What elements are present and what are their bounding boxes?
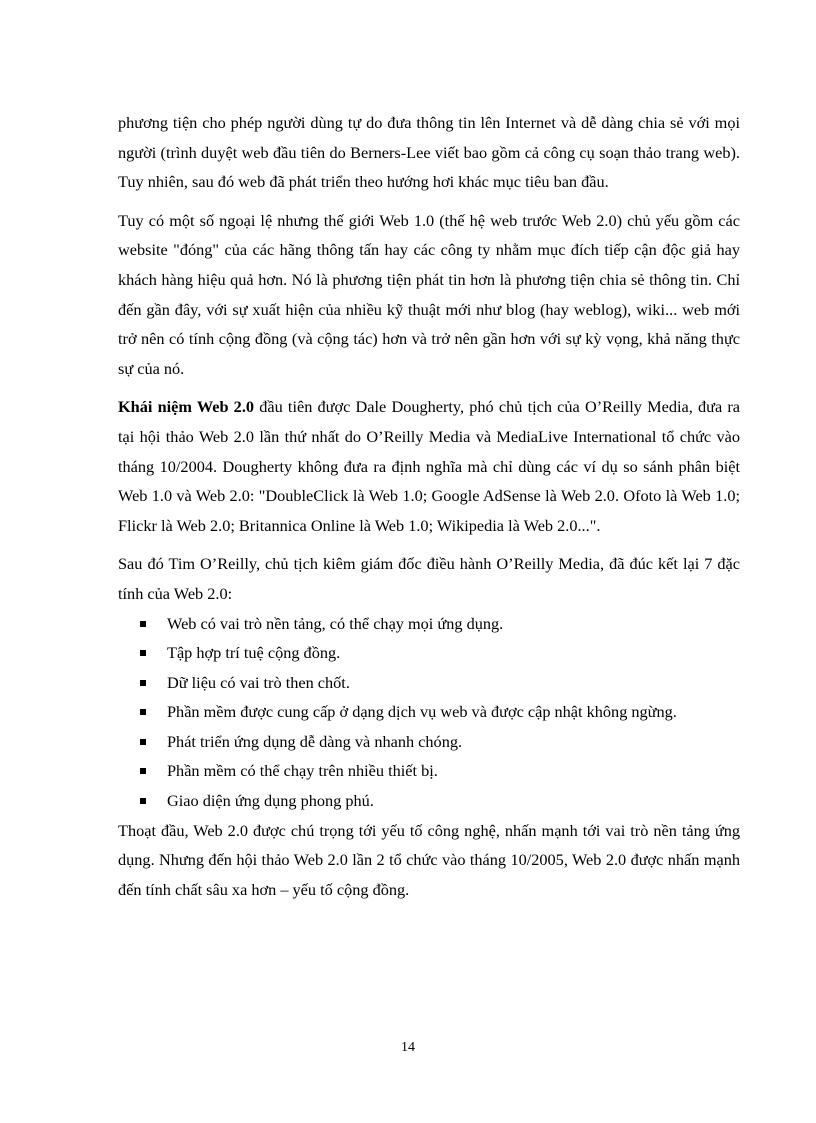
- list-item-text: Phát triển ứng dụng dễ dàng và nhanh chóng.: [167, 731, 463, 751]
- list-item: [140, 638, 740, 668]
- paragraph-list-intro: Sau đó Tim O’Reilly, chủ tịch kiêm giám đốc điều hành O’Reilly Media, đã đúc kết lại 7 đặc tính của Web 2.0:: [118, 554, 740, 603]
- square-bullet-icon: [140, 768, 146, 774]
- list-item: [140, 727, 740, 757]
- document-page: [118, 108, 740, 913]
- square-bullet-icon: [140, 621, 146, 627]
- paragraph-web-1-0: Tuy có một số ngoại lệ nhưng thế giới Web 1.0 (thế hệ web trước Web 2.0) chủ yếu gồm các website "đóng" của các hãng thông tấn hay các công ty nhằm mục đích tiếp cận độc giả hay khách hàng hiệu quả hơn. Nó là phương tiện phát tin hơn là phương tiện chia sẻ thông tin. Chỉ đến gần đây, với sự xuất hiện của nhiều kỹ thuật mới như blog (hay weblog), wiki... web mới trở nên có tính cộng đồng (và cộng tác) hơn và trở nên gần hơn với sự kỳ vọng, khả năng thực sự của nó.: [118, 210, 740, 378]
- paragraph-closing: Thoạt đầu, Web 2.0 được chú trọng tới yếu tố công nghệ, nhấn mạnh tới vai trò nền tảng ứng dụng. Nhưng đến hội thảo Web 2.0 lần 2 tổ chức vào tháng 10/2005, Web 2.0 được nhấn mạnh đến tính chất sâu xa hơn – yếu tố cộng đồng.: [118, 820, 740, 899]
- paragraph-web-2-0-concept: [118, 392, 740, 540]
- list-item-text: Phần mềm có thể chạy trên nhiều thiết bị.: [167, 761, 438, 781]
- concept-bold-lead: Khái niệm Web 2.0: [118, 397, 255, 417]
- square-bullet-icon: [140, 798, 146, 804]
- list-item-text: Phần mềm được cung cấp ở dạng dịch vụ web và được cập nhật không ngừng.: [167, 702, 677, 722]
- square-bullet-icon: [140, 680, 146, 686]
- page-number: 14: [401, 1040, 415, 1055]
- concept-rest: đầu tiên được Dale Dougherty, phó chủ tịch của O’Reilly Media, đưa ra tại hội thảo Web 2.0 lần thứ nhất do O’Reilly Media và MediaLive International tổ chức vào tháng 10/2004. Dougherty không đưa ra định nghĩa mà chỉ dùng các ví dụ so sánh phân biệt Web 1.0 và Web 2.0: "DoubleClick là Web 1.0; Google AdSense là Web 2.0. Ofoto là Web 1.0; Flickr là Web 2.0; Britannica Online là Web 1.0; Wikipedia là Web 2.0...".: [118, 397, 741, 535]
- paragraph-web-origin: phương tiện cho phép người dùng tự do đưa thông tin lên Internet và dễ dàng chia sẻ với mọi người (trình duyệt web đầu tiên do Berners-Lee viết bao gồm cả công cụ soạn thảo trang web). Tuy nhiên, sau đó web đã phát triển theo hướng hơi khác mục tiêu ban đầu.: [118, 113, 740, 192]
- list-item: [140, 786, 740, 816]
- list-item-text: Dữ liệu có vai trò then chốt.: [167, 672, 350, 692]
- features-list: [118, 609, 740, 816]
- list-item: [140, 756, 740, 786]
- list-item: [140, 697, 740, 727]
- square-bullet-icon: [140, 739, 146, 745]
- list-item-text: Giao diện ứng dụng phong phú.: [167, 791, 374, 811]
- square-bullet-icon: [140, 709, 146, 715]
- list-item-text: Web có vai trò nền tảng, có thể chạy mọi ứng dụng.: [167, 613, 504, 633]
- list-item-text: Tập hợp trí tuệ cộng đồng.: [167, 643, 341, 663]
- list-item: [140, 609, 740, 639]
- square-bullet-icon: [140, 650, 146, 656]
- list-item: [140, 668, 740, 698]
